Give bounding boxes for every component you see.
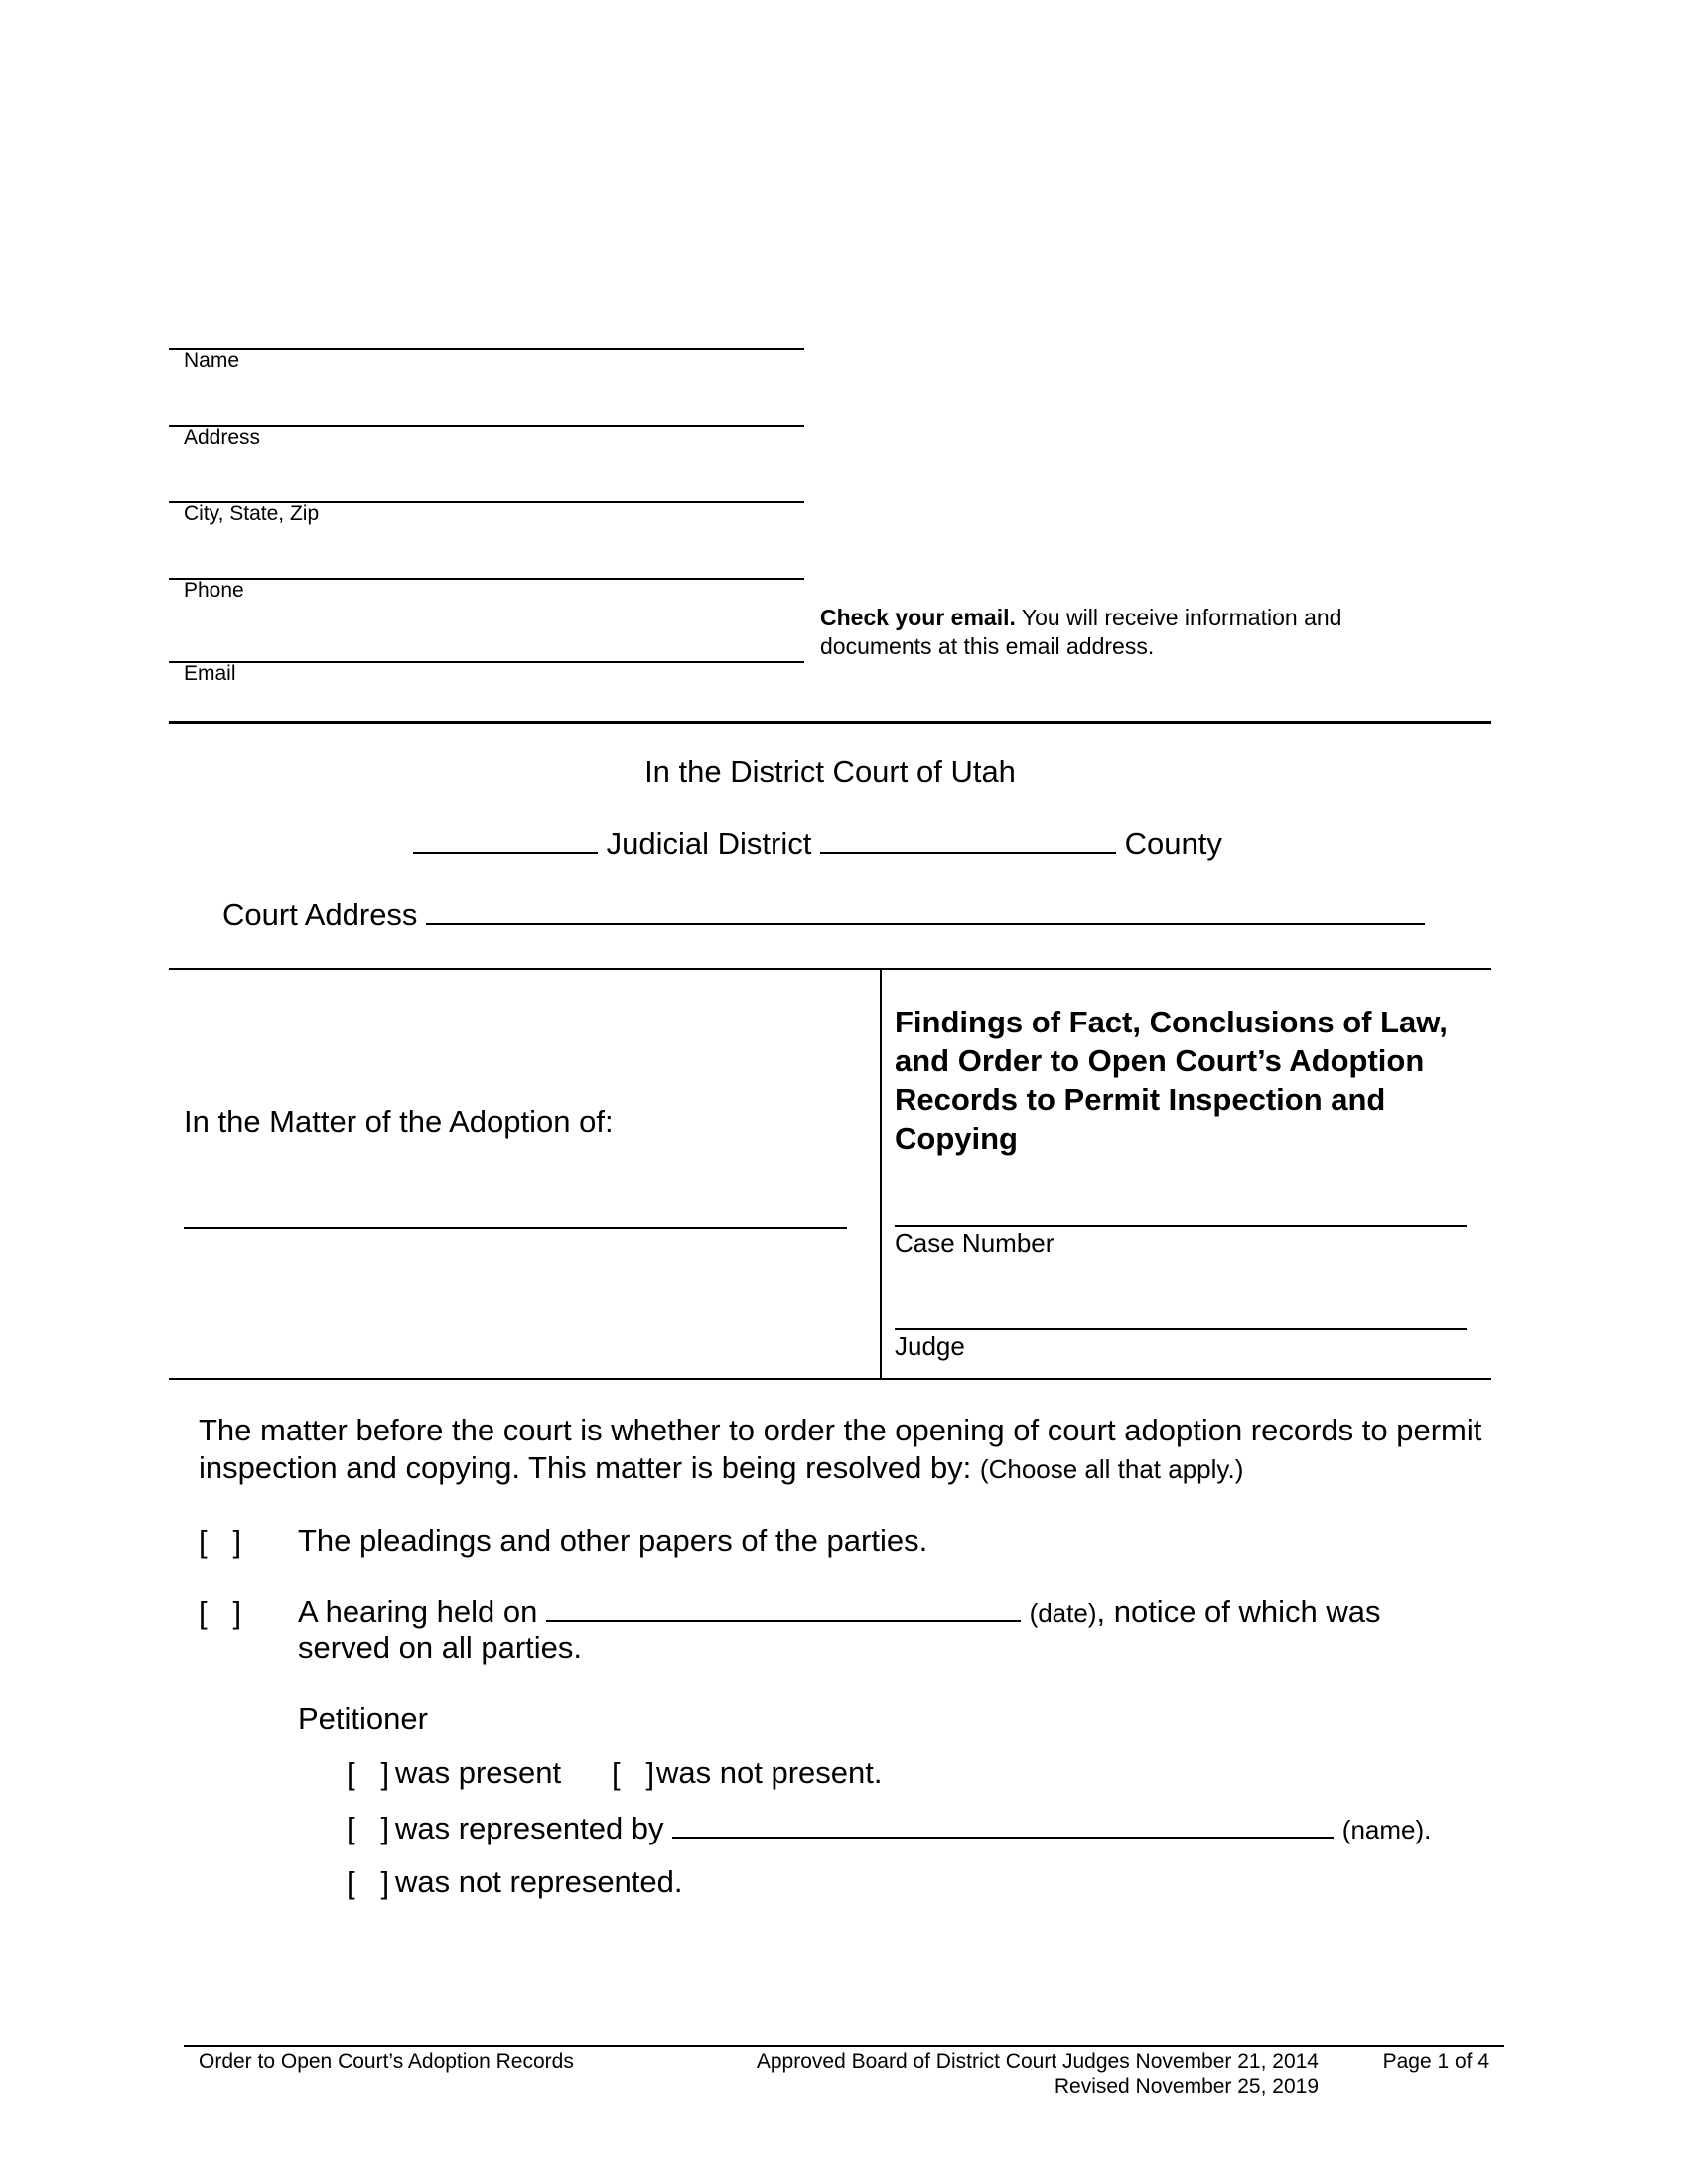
intro-note: (Choose all that apply.) — [979, 1454, 1244, 1484]
footer-approved: Approved Board of District Court Judges November 21, 2014 — [756, 2050, 1319, 2073]
footer-form-title: Order to Open Court’s Adoption Records — [199, 2050, 574, 2073]
represented-by-blank[interactable] — [672, 1809, 1334, 1839]
footer-page-number: Page 1 of 4 — [1382, 2050, 1489, 2073]
email-notice-text: You will receive information and documents at this email address. — [820, 605, 1342, 659]
petitioner-not-present-text: was not present. — [656, 1755, 883, 1790]
email-notice-bold: Check your email. — [820, 605, 1016, 630]
district-county-row — [413, 824, 1222, 862]
petitioner-not-present-checkbox[interactable]: [ ] — [612, 1756, 655, 1791]
matter-label: In the Matter of the Adoption of: — [184, 1104, 614, 1139]
name-note: (name). — [1341, 1815, 1432, 1844]
judge-line[interactable] — [895, 1328, 1467, 1330]
email-notice — [820, 604, 1416, 661]
intro-paragraph — [199, 1412, 1489, 1488]
caption-top-line — [169, 968, 1491, 970]
address-line[interactable] — [169, 425, 804, 427]
county-label: County — [1124, 826, 1222, 861]
hearing-suffix: , notice of which was — [1096, 1594, 1381, 1629]
judicial-district-label: Judicial District — [606, 826, 812, 861]
petitioner-label: Petitioner — [298, 1702, 428, 1736]
case-number-line[interactable] — [895, 1225, 1467, 1227]
court-address-row — [222, 895, 1425, 933]
caption-divider — [880, 968, 882, 1378]
name-line[interactable] — [169, 348, 804, 350]
court-address-label: Court Address — [222, 897, 418, 932]
court-address-blank[interactable] — [426, 895, 1425, 925]
petitioner-not-represented-text: was not represented. — [395, 1864, 683, 1899]
pleadings-checkbox[interactable]: [ ] — [199, 1524, 242, 1559]
footer-revised: Revised November 25, 2019 — [1054, 2075, 1319, 2098]
city-state-zip-label: City, State, Zip — [184, 502, 320, 525]
petitioner-not-represented-checkbox[interactable]: [ ] — [347, 1865, 390, 1900]
hearing-checkbox[interactable]: [ ] — [199, 1595, 242, 1630]
name-label: Name — [184, 349, 240, 372]
date-note: (date) — [1029, 1598, 1097, 1628]
hearing-date-blank[interactable] — [546, 1592, 1021, 1622]
hearing-prefix: A hearing held on — [298, 1594, 538, 1629]
email-line[interactable] — [169, 661, 804, 663]
email-label: Email — [184, 662, 236, 685]
judge-label: Judge — [895, 1331, 965, 1361]
phone-line[interactable] — [169, 578, 804, 580]
footer-rule — [184, 2045, 1504, 2047]
court-title: In the District Court of Utah — [644, 754, 1016, 789]
hearing-option-line1 — [298, 1592, 1381, 1632]
caption-bottom-line — [169, 1378, 1491, 1380]
adoptee-name-line[interactable] — [184, 1227, 847, 1229]
hearing-option-line2: served on all parties. — [298, 1630, 583, 1665]
county-blank[interactable] — [820, 824, 1116, 854]
document-title: Findings of Fact, Conclusions of Law, and Order to Open Court’s Adoption Records to Permit Inspection and Copying — [895, 1005, 1448, 1156]
represented-by-text: was represented by — [395, 1811, 664, 1845]
intro-main: The matter before the court is whether to order the opening of court adoption records to permit inspection and copying. This matter is being resolved by: — [199, 1413, 1482, 1485]
address-label: Address — [184, 426, 261, 449]
petitioner-represented-checkbox[interactable]: [ ] — [347, 1811, 390, 1845]
pleadings-option: The pleadings and other papers of the parties. — [298, 1523, 928, 1558]
petitioner-represented-row — [395, 1809, 1431, 1848]
petitioner-present-text: was present — [395, 1755, 562, 1790]
petitioner-present-checkbox[interactable]: [ ] — [347, 1756, 390, 1791]
case-number-label: Case Number — [895, 1228, 1055, 1258]
header-divider — [169, 721, 1491, 724]
judicial-district-blank[interactable] — [413, 824, 598, 854]
phone-label: Phone — [184, 579, 244, 602]
